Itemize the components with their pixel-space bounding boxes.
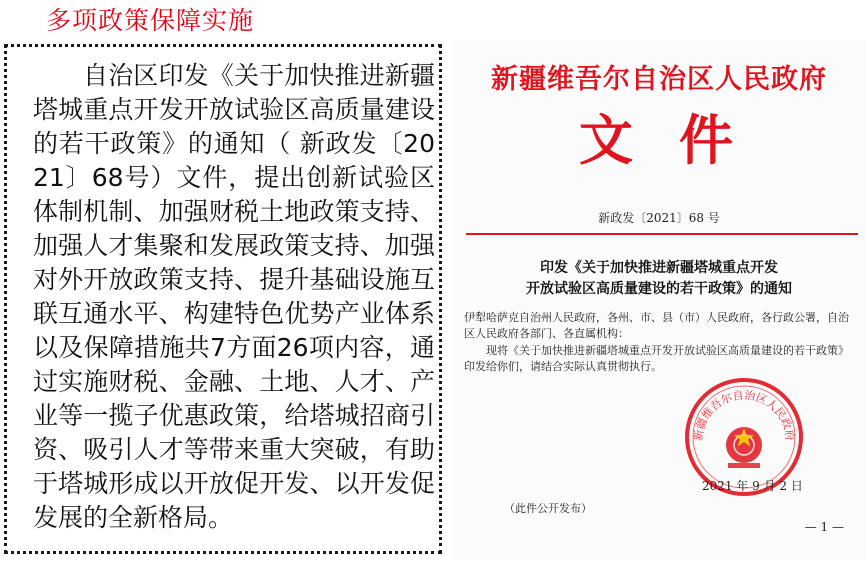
- section-heading: 多项政策保障实施: [46, 6, 255, 35]
- summary-paragraph: 自治区印发《关于加快推进新疆塔城重点开发开放试验区高质量建设的若干政策》的通知（ 新政发〔2021〕68号）文件，提出创新试验区体制机制、加强财税土地政策支持、加强人才集聚和发展政策支持、加强对外开放政策支持、提升基础设施互联互通水平、构建特色优势产业体系以及保障措施共7方面26项内容，通过实施财税、金融、土地、人才、产业等一揽子优惠政策，给塔城招商引资、吸引人才等带来重大突破，有助于塔城形成以开放促开发、以开发促发展的全新格局。: [33, 61, 435, 532]
- document-number: 新政发〔2021〕68 号: [598, 211, 720, 225]
- document-recipients: 伊犁哈萨克自治州人民政府，各州、市、县（市）人民政府，各行政公署，自治区人民政府各部门、各直属机构：: [464, 311, 849, 340]
- page-number: — 1 —: [804, 520, 844, 534]
- publication-note: （此件公开发布）: [504, 502, 592, 515]
- document-title-line-2: 开放试验区高质量建设的若干政策》的通知: [526, 281, 792, 297]
- document-title-line-1: 印发《关于加快推进新疆塔城重点开发: [540, 260, 778, 276]
- document-body: 现将《关于加快推进新疆塔城重点开发开放试验区高质量建设的若干政策》印发给你们，请结合实际认真贯彻执行。: [464, 344, 849, 373]
- official-document-image: [452, 40, 866, 560]
- document-title: [452, 258, 866, 300]
- seal-text: 新疆维吾尔自治区人民政府: [691, 388, 797, 442]
- summary-box: [4, 44, 442, 554]
- document-date: 2021 年 9 月 2 日: [702, 479, 803, 493]
- document-word: 文件: [579, 108, 779, 172]
- red-divider: [466, 233, 858, 235]
- document-issuer: 新疆维吾尔自治区人民政府: [491, 64, 827, 95]
